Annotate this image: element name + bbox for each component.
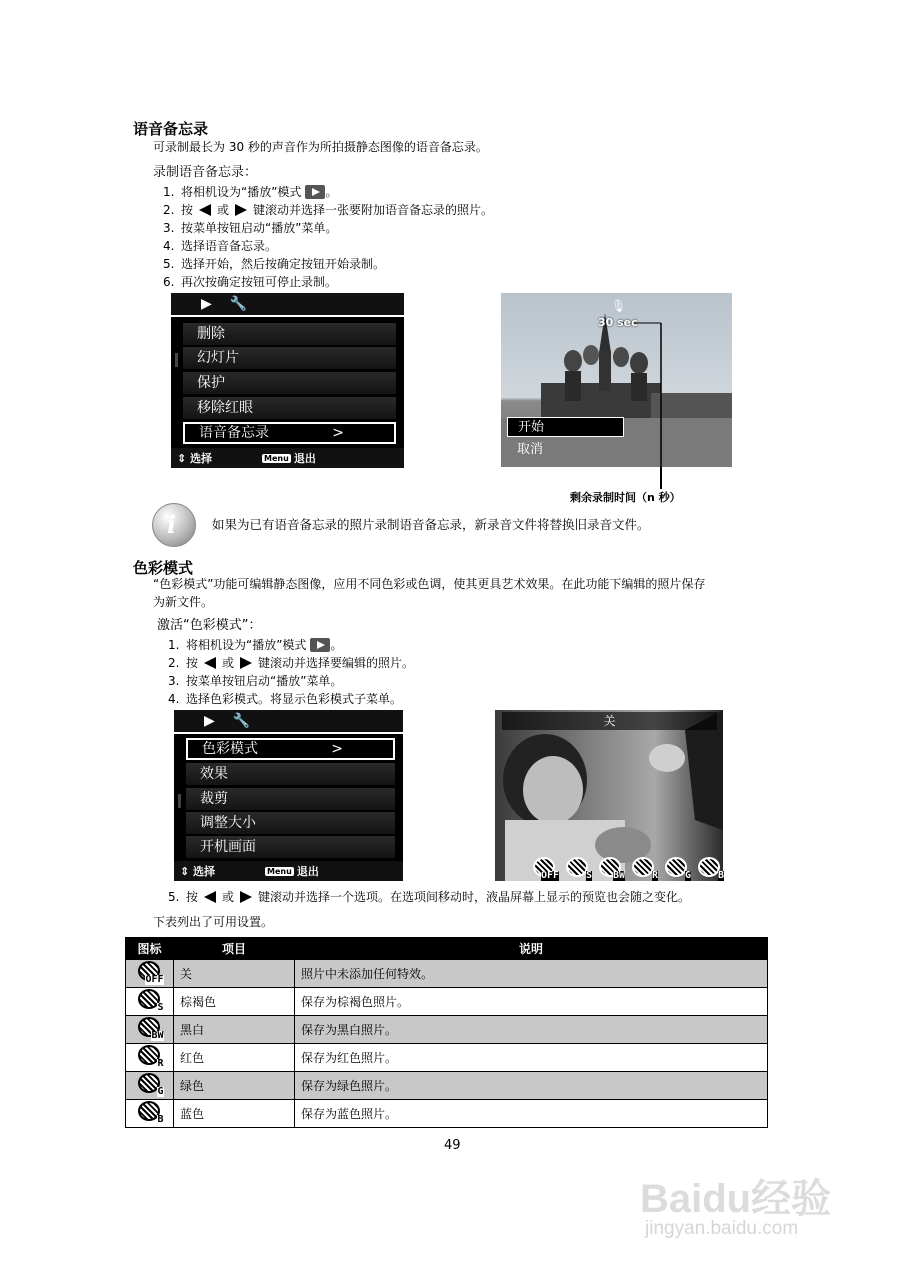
left-arrow-icon <box>204 657 216 669</box>
menu-tab-bar <box>171 293 404 317</box>
color-mode-menu-screen <box>174 710 403 881</box>
color-mode-steps <box>168 636 414 708</box>
step-4: 4. 选择语音备忘录。 <box>163 239 278 253</box>
step-3: 3. 按菜单按钮启动“播放”菜单。 <box>163 221 338 235</box>
menu-scrollbar <box>178 794 181 808</box>
header-icon: 图标 <box>126 938 174 960</box>
page-number: 49 <box>444 1138 461 1153</box>
option-start[interactable]: 开始 <box>507 417 624 437</box>
play-mode-icon <box>310 638 330 652</box>
menu-tab-bar <box>174 710 403 734</box>
step-6: 6. 再次按确定按钮可停止录制。 <box>163 275 338 289</box>
cm-step-4: 4. 选择色彩模式。将显示色彩模式子菜单。 <box>168 692 403 706</box>
color-mode-icon-strip <box>531 857 724 879</box>
info-icon: i <box>152 503 196 547</box>
description-cell: 保存为红色照片。 <box>295 1044 768 1072</box>
step-5: 5. 选择开始，然后按确定按钮开始录制。 <box>163 257 386 271</box>
right-arrow-icon <box>240 657 252 669</box>
description-cell: 保存为蓝色照片。 <box>295 1100 768 1128</box>
playback-tab-icon: ▶ <box>201 296 212 312</box>
menu-item-slideshow[interactable]: 幻灯片 <box>183 347 396 369</box>
item-cell: 蓝色 <box>174 1100 295 1128</box>
watermark-url: jingyan.baidu.com <box>645 1218 799 1239</box>
voice-memo-steps <box>163 183 493 291</box>
wrench-icon: 🔧 <box>232 713 251 729</box>
menu-item-voice-memo[interactable]: 语音备忘录 > <box>183 422 396 444</box>
menu-scrollbar <box>175 353 178 367</box>
table-row <box>126 988 768 1016</box>
color-mode-option-icon[interactable]: B <box>696 857 724 879</box>
table-row <box>126 1072 768 1100</box>
baby-photo <box>495 710 723 881</box>
color-mode-table <box>125 937 768 1128</box>
voice-memo-subtitle: 录制语音备忘录： <box>153 165 258 180</box>
timer-readout: 30 sec <box>598 316 638 329</box>
color-mode-icon: OFF <box>126 960 174 988</box>
menu-item-crop[interactable]: 裁剪 <box>186 788 395 810</box>
table-header <box>126 938 768 960</box>
description-cell: 保存为棕褐色照片。 <box>295 988 768 1016</box>
section-title-color-mode: 色彩模式 <box>133 559 194 577</box>
table-row <box>126 1016 768 1044</box>
menu-item-delete[interactable]: 删除 <box>183 323 396 345</box>
color-mode-subtitle: 激活“色彩模式”： <box>157 618 262 633</box>
cm-step-3: 3. 按菜单按钮启动“播放”菜单。 <box>168 674 343 688</box>
left-arrow-icon <box>199 204 211 216</box>
color-mode-option-icon[interactable]: R <box>630 857 658 879</box>
color-mode-intro-1: “色彩模式”功能可编辑静态图像，应用不同色彩或色调，使其更具艺术效果。在此功能下编辑的照片保存 <box>153 577 706 591</box>
wrench-icon: 🔧 <box>229 296 248 312</box>
menu-item-startup-image[interactable]: 开机画面 <box>186 836 395 858</box>
header-description: 说明 <box>295 938 768 960</box>
microphone-icon: 🎙 <box>611 299 627 313</box>
item-cell: 黑白 <box>174 1016 295 1044</box>
step-2: 2. 按 或 键滚动并选择一张要附加语音备忘录的照片。 <box>163 203 494 217</box>
description-cell: 保存为绿色照片。 <box>295 1072 768 1100</box>
cm-step-1: 1. 将相机设为“播放”模式 。 <box>168 638 343 652</box>
voice-memo-intro: 可录制最长为 30 秒的声音作为所拍摄静态图像的语音备忘录。 <box>153 140 488 154</box>
chevron-right-icon: > <box>331 741 343 757</box>
play-mode-icon <box>305 185 325 199</box>
menu-key-icon: Menu <box>267 866 292 876</box>
color-mode-icon: BW <box>126 1016 174 1044</box>
table-row <box>126 960 768 988</box>
playback-tab-icon: ▶ <box>204 713 215 729</box>
menu-item-color-mode[interactable]: 色彩模式 > <box>186 738 395 760</box>
cathedral-photo <box>501 293 732 467</box>
exit-hint: 退出 <box>293 452 316 465</box>
color-mode-icon: B <box>126 1100 174 1128</box>
menu-footer <box>174 861 403 881</box>
right-arrow-icon <box>235 204 247 216</box>
right-arrow-icon <box>240 891 252 903</box>
table-intro: 下表列出了可用设置。 <box>153 915 274 929</box>
left-arrow-icon <box>204 891 216 903</box>
menu-item-effect[interactable]: 效果 <box>186 763 395 785</box>
description-cell: 照片中未添加任何特效。 <box>295 960 768 988</box>
playback-menu-screen <box>171 293 404 468</box>
table-row <box>126 1100 768 1128</box>
color-mode-intro-2: 为新文件。 <box>153 595 214 609</box>
item-cell: 红色 <box>174 1044 295 1072</box>
select-hint: ⇕ 选择 <box>177 452 213 465</box>
menu-item-red-eye[interactable]: 移除红眼 <box>183 397 396 419</box>
cm-step-2: 2. 按 或 键滚动并选择要编辑的照片。 <box>168 656 415 670</box>
table-row <box>126 1044 768 1072</box>
color-mode-icon: S <box>126 988 174 1016</box>
callout-line <box>660 467 662 489</box>
color-mode-icon: G <box>126 1072 174 1100</box>
step-1: 1. 将相机设为“播放”模式 。 <box>163 185 338 199</box>
item-cell: 关 <box>174 960 295 988</box>
cm-step-5: 5. 按 或 键滚动并选择一个选项。在选项间移动时，液晶屏幕上显示的预览也会随之变化。 <box>168 890 691 904</box>
section-title-voice-memo: 语音备忘录 <box>133 120 209 138</box>
baby-image <box>495 710 723 881</box>
color-mode-label: 关 <box>502 712 717 730</box>
item-cell: 绿色 <box>174 1072 295 1100</box>
description-cell: 保存为黑白照片。 <box>295 1016 768 1044</box>
exit-hint: 退出 <box>296 865 319 878</box>
chevron-right-icon: > <box>332 425 344 441</box>
menu-key-icon: Menu <box>264 453 289 463</box>
color-mode-icon: R <box>126 1044 174 1072</box>
color-mode-option-icon[interactable]: G <box>663 857 691 879</box>
select-hint: ⇕ 选择 <box>180 865 216 878</box>
tip-note: 如果为已有语音备忘录的照片录制语音备忘录，新录音文件将替换旧录音文件。 <box>212 517 650 532</box>
option-cancel[interactable]: 取消 <box>517 442 544 457</box>
watermark-logo: Baidu经验 <box>640 1177 832 1221</box>
item-cell: 棕褐色 <box>174 988 295 1016</box>
color-mode-option-icon[interactable]: BW <box>597 857 625 879</box>
color-mode-option-icon[interactable]: OFF <box>531 857 559 879</box>
color-mode-option-icon[interactable]: S <box>564 857 592 879</box>
header-item: 项目 <box>174 938 295 960</box>
menu-item-resize[interactable]: 调整大小 <box>186 812 395 834</box>
remaining-time-caption: 剩余录制时间（n 秒） <box>570 491 681 504</box>
menu-footer <box>171 448 404 468</box>
menu-item-protect[interactable]: 保护 <box>183 372 396 394</box>
